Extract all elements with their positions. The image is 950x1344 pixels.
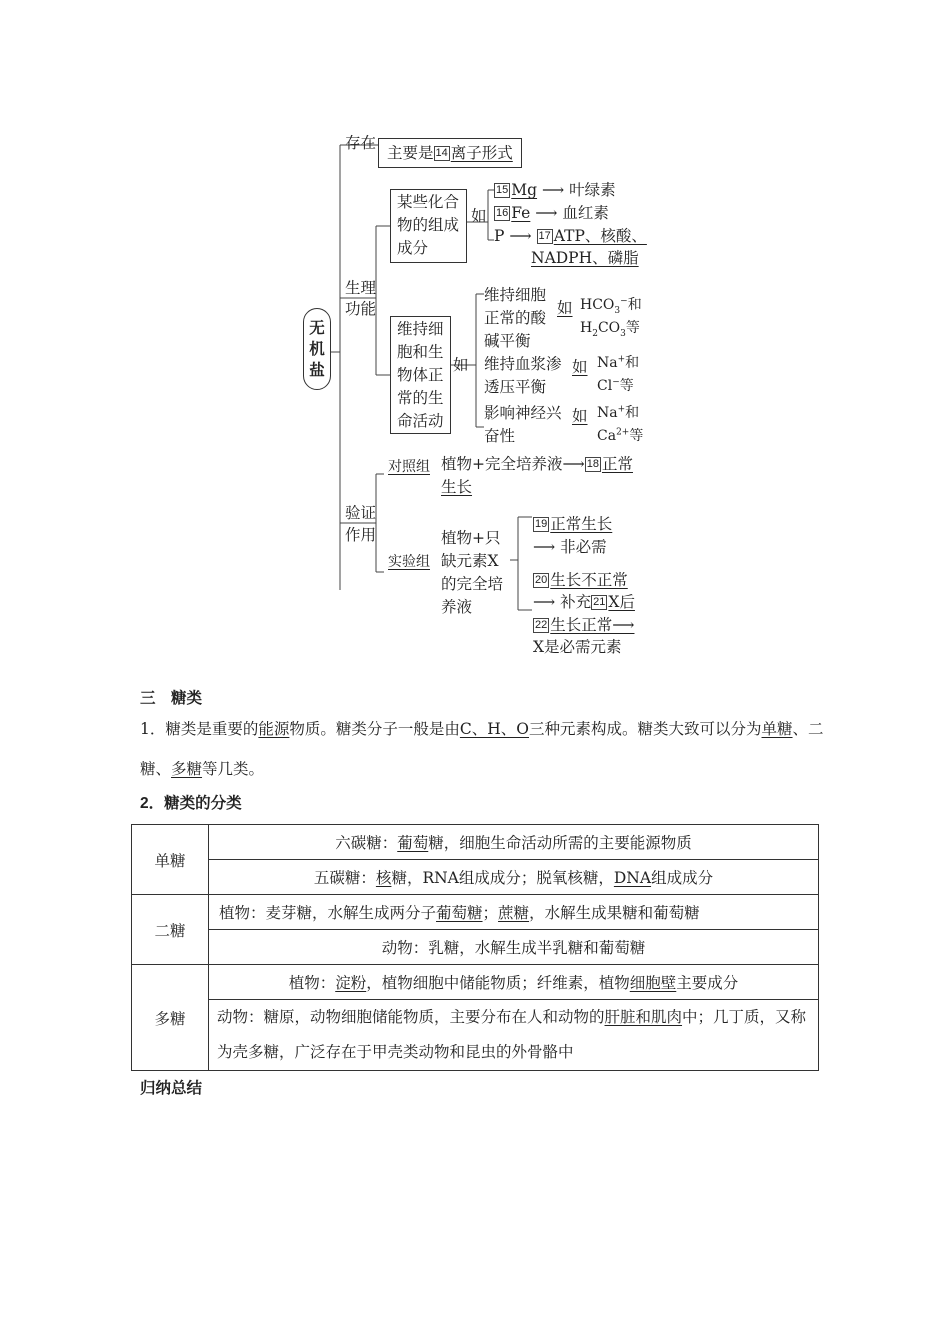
formula-sub: 2	[592, 328, 598, 339]
acid-line: 维持细胞	[484, 286, 547, 304]
compound-item-3-line2	[531, 247, 639, 269]
answer-blank: DNA	[613, 869, 652, 887]
life-line: 胞和生	[397, 343, 444, 361]
result-20	[533, 569, 628, 591]
text: 组成成分	[651, 869, 714, 887]
text: ，水解生成果糖和葡萄糖	[529, 904, 700, 922]
control-text: 植物+完全培养液⟶	[441, 455, 585, 473]
blank-number: 18	[586, 458, 599, 470]
exp-line: 的完全培	[441, 575, 504, 593]
formula: CO	[597, 320, 621, 336]
acid-example-1	[580, 294, 642, 316]
table-cell: 动物：乳糖，水解生成半乳糖和葡萄糖	[209, 930, 819, 965]
root-char: 无	[309, 319, 325, 337]
formula: Na	[597, 355, 618, 371]
answer-blank: 蔗糖	[498, 904, 530, 922]
osm-line: 维持血浆渗	[484, 355, 562, 373]
answer-blank: X后	[608, 593, 635, 611]
table-row	[132, 965, 819, 1000]
result-tail: ⟶ 补充	[533, 593, 592, 611]
life-line: 常的生	[397, 389, 444, 407]
table-row	[132, 930, 819, 965]
result-19	[533, 513, 612, 535]
summary-heading: 归纳总结	[140, 1080, 203, 1097]
answer-blank: 能源	[258, 720, 290, 738]
answer-blank: 多糖	[171, 760, 203, 778]
compound-line: 某些化合	[397, 193, 460, 211]
function-label-1: 生理	[345, 279, 377, 297]
formula-sup: −	[612, 377, 620, 388]
formula-deng: 等	[625, 320, 640, 336]
nerve	[484, 402, 562, 448]
formula: HCO	[580, 297, 615, 313]
compound-item-head: P ⟶	[494, 227, 532, 245]
existence-box	[378, 138, 522, 168]
formula: H	[580, 320, 593, 336]
text: 主要成分	[676, 974, 739, 992]
answer-blank: 葡萄	[397, 834, 429, 852]
osm-ru: 如	[572, 358, 588, 376]
text: 植物：	[288, 974, 336, 992]
text: 六碳糖：	[335, 834, 398, 852]
nerve-line: 影响神经兴	[484, 404, 562, 422]
acid-base	[484, 284, 546, 353]
osm-example-1	[597, 352, 639, 374]
blank-number: 19	[535, 518, 548, 530]
life-ru: 如	[453, 356, 469, 374]
formula-he: 和	[627, 297, 642, 313]
text: 动物：糖原，动物细胞储能物质，主要分布在人和动物的	[217, 1008, 605, 1026]
formula-deng: 等	[619, 378, 634, 394]
text: 中；几丁质，又称为壳多糖，广泛存在于甲壳类动物和昆虫的外骨骼中	[217, 1008, 807, 1061]
answer-blank: 淀粉	[335, 974, 367, 992]
answer-blank: ATP、核酸、	[553, 227, 647, 245]
category-cell: 单糖	[132, 825, 209, 895]
answer-blank: 正常	[601, 455, 633, 473]
formula-sup: −	[620, 296, 628, 307]
formula-he: 和	[625, 405, 640, 421]
formula-sup: +	[617, 404, 626, 415]
root-char: 机	[309, 340, 325, 358]
control-label: 对照组	[388, 459, 430, 475]
formula: Na	[597, 405, 618, 421]
answer-blank: Fe	[511, 204, 531, 222]
table-row	[132, 895, 819, 930]
acid-example-2	[580, 317, 640, 339]
exp-label: 实验组	[388, 554, 430, 570]
text: 等几类。	[202, 760, 265, 778]
category-cell: 二糖	[132, 895, 209, 965]
section-heading: 三 糖类	[140, 690, 203, 707]
nerve-example-1	[597, 402, 639, 424]
text: 糖，细胞生命活动所需的主要能源物质	[428, 834, 692, 852]
text: 物质。糖类分子一般是由	[289, 720, 460, 738]
existence-label: 存在	[345, 134, 377, 152]
compound-line: 物的组成	[397, 216, 460, 234]
blank-number: 22	[535, 619, 548, 631]
formula-sub: 3	[620, 328, 626, 339]
compound-item-3	[494, 225, 647, 247]
answer-blank: C、H、O	[459, 720, 529, 738]
control-answer-2: 生长	[441, 478, 473, 496]
text: 五碳糖：	[313, 869, 376, 887]
answer-blank: 生长不正常	[550, 571, 628, 589]
sugar-classification-table	[131, 824, 819, 1071]
answer-blank: Mg	[511, 181, 538, 199]
result-22-tail: X是必需元素	[533, 638, 622, 656]
nerve-line: 奋性	[484, 427, 516, 445]
acid-line: 碱平衡	[484, 332, 531, 350]
answer-blank: 正常生长	[550, 515, 613, 533]
table-row	[132, 825, 819, 860]
formula: Ca	[597, 428, 617, 444]
acid-ru: 如	[557, 299, 573, 317]
osmotic	[484, 353, 562, 399]
subsection-heading: 2．糖类的分类	[140, 795, 242, 812]
blank-number: 14	[435, 147, 448, 159]
formula: Cl	[597, 378, 613, 394]
formula-sup: +	[617, 354, 626, 365]
formula-sub: 3	[614, 305, 621, 316]
life-line: 命活动	[397, 412, 444, 430]
verify-label-1: 验证	[345, 504, 377, 522]
answer-blank: 葡萄糖	[436, 904, 483, 922]
compound-item-1	[494, 179, 616, 201]
compound-ru: 如	[471, 207, 487, 225]
table-cell	[209, 965, 819, 1000]
life-line: 维持细	[397, 320, 444, 338]
result-19-tail: ⟶ 非必需	[533, 538, 607, 556]
text: 1．糖类是重要的	[140, 720, 259, 738]
answer-blank: 单糖	[761, 720, 793, 738]
blank-number: 16	[496, 207, 509, 219]
root-char: 盐	[309, 361, 325, 379]
exp-line: 养液	[441, 598, 473, 616]
table-cell	[209, 895, 819, 930]
table-cell	[209, 825, 819, 860]
result-22	[533, 614, 634, 636]
text: ；	[482, 904, 499, 922]
category-cell: 多糖	[132, 965, 209, 1071]
formula-he: 和	[625, 355, 640, 371]
text: 植物：麦芽糖，水解生成两分子	[219, 904, 437, 922]
paragraph-1	[140, 709, 830, 789]
nerve-example-2	[597, 425, 643, 447]
formula-sup: 2+	[616, 427, 630, 438]
blank-number: 21	[593, 596, 606, 608]
answer-blank: 生长正常⟶	[550, 616, 635, 634]
osm-line: 透压平衡	[484, 378, 547, 396]
blank-number: 15	[496, 184, 509, 196]
answer-blank: 离子形式	[450, 144, 513, 162]
text: 三种元素构成。糖类大致可以分为	[529, 720, 762, 738]
nerve-ru: 如	[572, 407, 588, 425]
answer-blank: 细胞壁	[629, 974, 677, 992]
function-label-2: 功能	[345, 300, 377, 318]
answer-blank: NADPH、磷脂	[531, 249, 639, 267]
table-cell	[209, 1000, 819, 1071]
compound-item-tail: ⟶ 叶绿素	[541, 181, 616, 199]
exp-line: 植物+只	[441, 529, 501, 547]
compound-item-2	[494, 202, 609, 224]
osm-example-2	[597, 375, 634, 397]
mindmap-root	[303, 308, 331, 390]
answer-blank: 肝脏和肌肉	[604, 1008, 683, 1026]
exp-desc	[441, 527, 503, 619]
compound-box	[390, 189, 467, 263]
acid-line: 正常的酸	[484, 309, 547, 327]
text: 、二糖、	[140, 720, 824, 778]
table-cell	[209, 860, 819, 895]
existence-prefix: 主要是	[387, 144, 434, 162]
blank-number: 17	[538, 230, 551, 242]
table-row	[132, 860, 819, 895]
verify-label-2: 作用	[345, 526, 377, 544]
exp-line: 缺元素X	[441, 552, 499, 570]
result-20-tail	[533, 591, 635, 613]
control-row	[441, 453, 633, 475]
answer-blank: 核	[375, 869, 392, 887]
life-box	[390, 316, 451, 434]
formula-deng: 等	[629, 428, 644, 444]
life-line: 物体正	[397, 366, 444, 384]
text: 糖，RNA组成成分；脱氧核糖，	[391, 869, 614, 887]
compound-line: 成分	[397, 239, 429, 257]
table-row	[132, 1000, 819, 1071]
blank-number: 20	[535, 574, 548, 586]
compound-item-tail: ⟶ 血红素	[535, 204, 609, 222]
text: ，植物细胞中储能物质；纤维素，植物	[366, 974, 630, 992]
